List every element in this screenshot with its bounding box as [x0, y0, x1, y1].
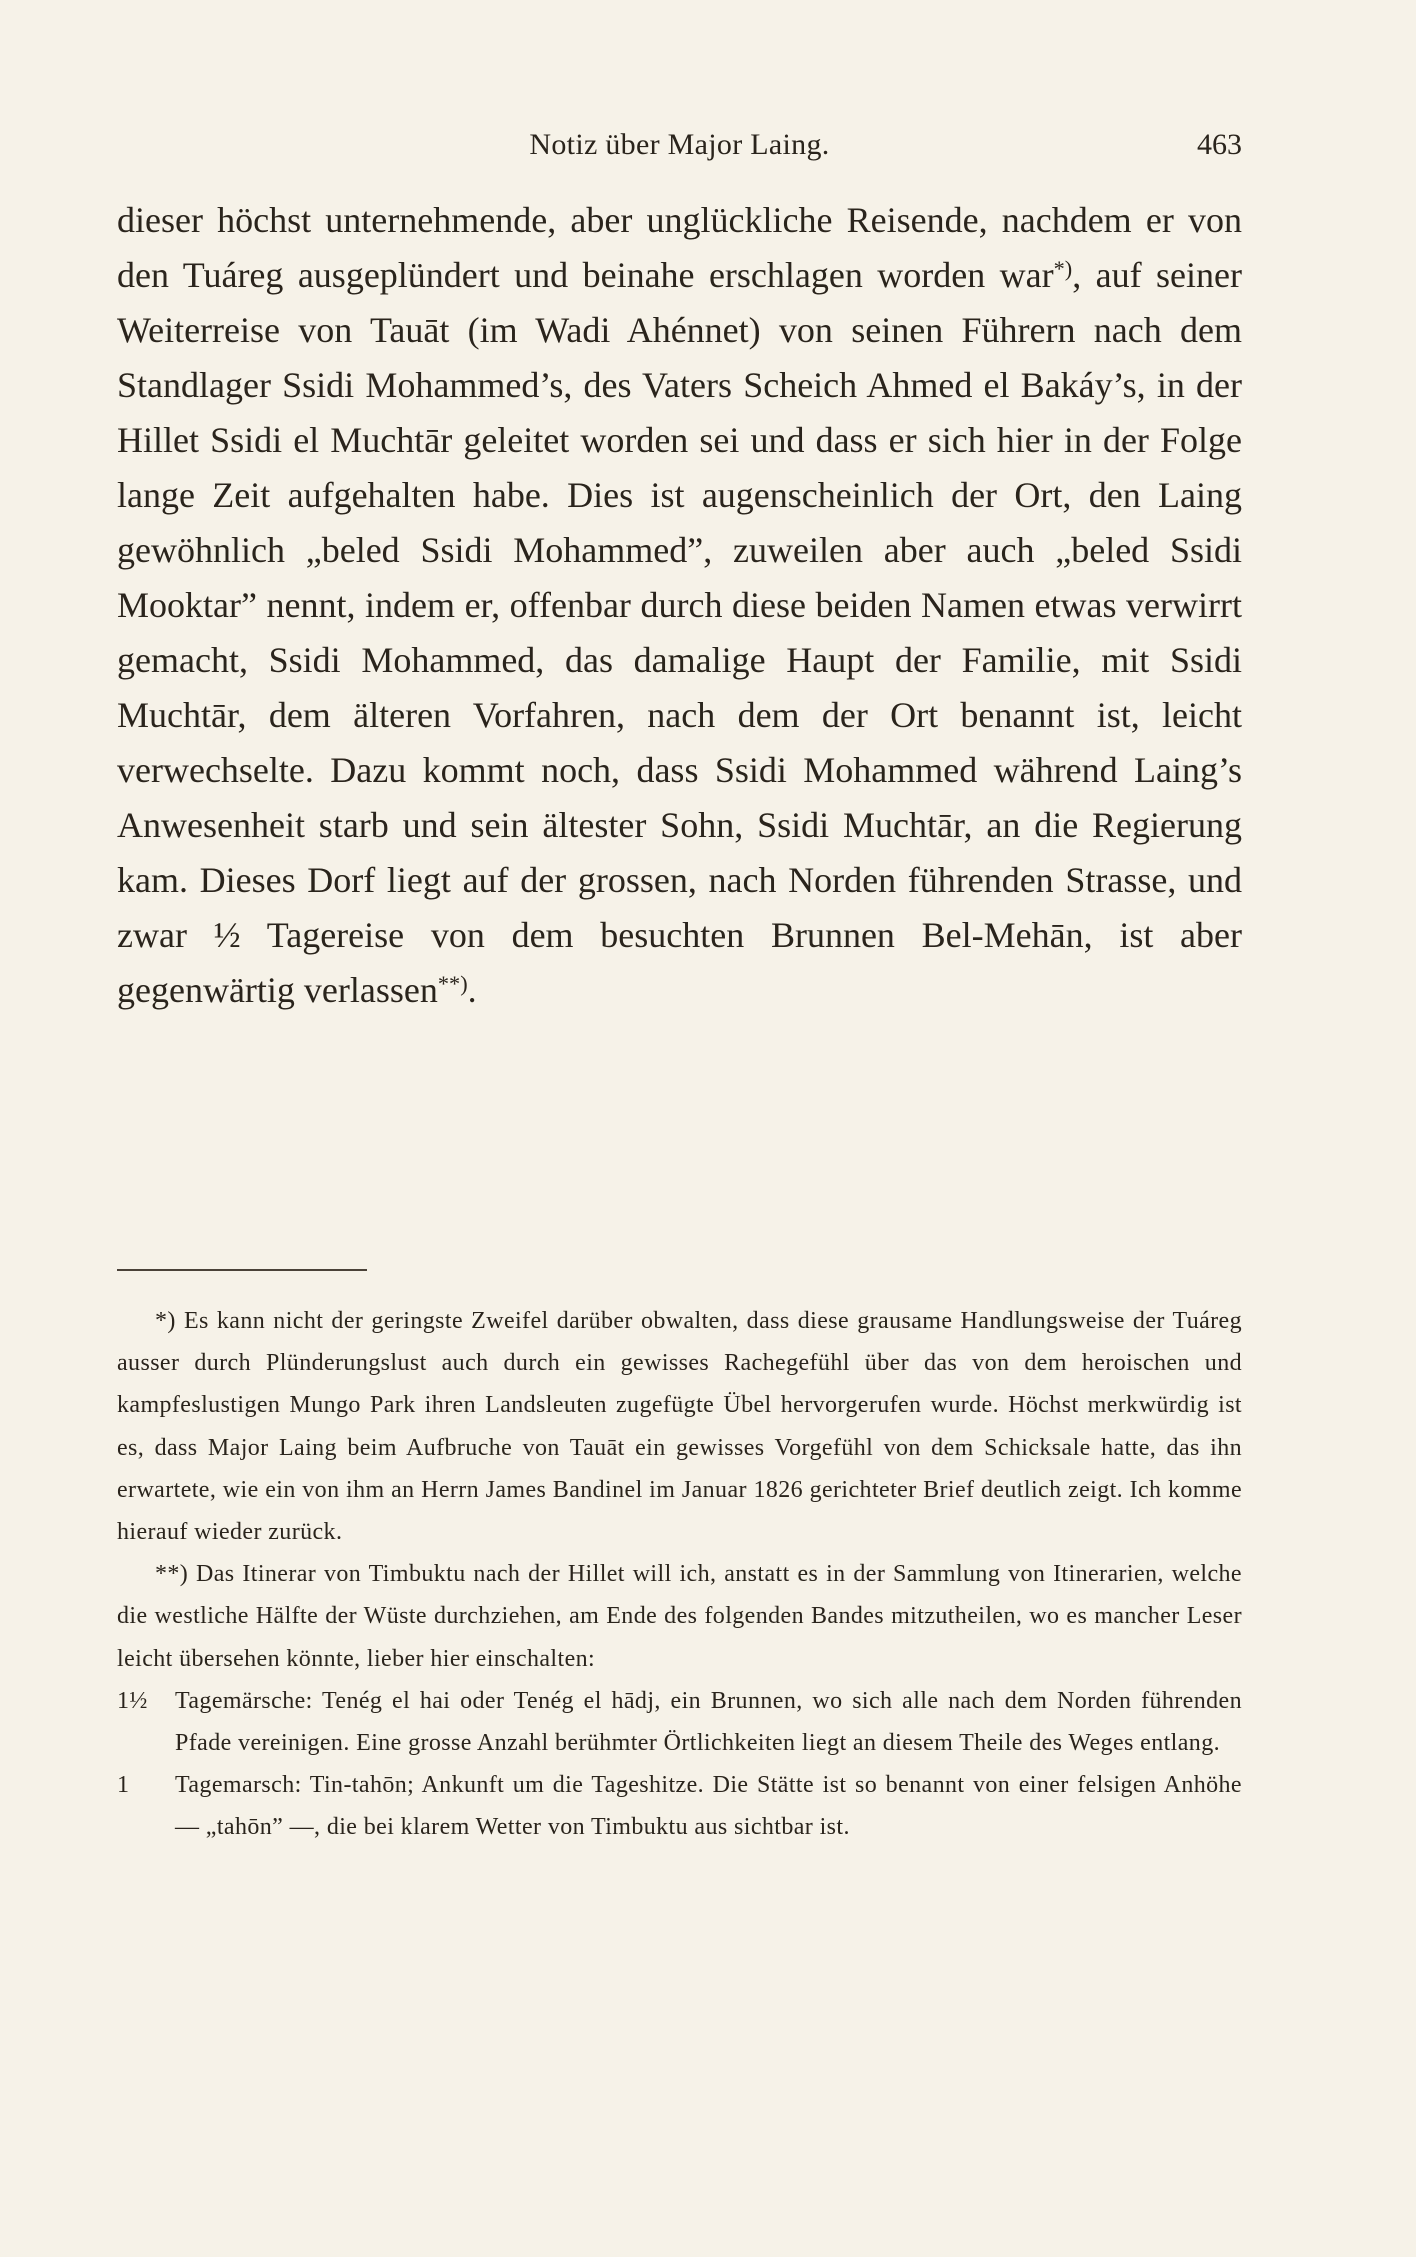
- text-segment: dieser höchst unternehmende, aber unglückliche Reisende, nachdem er von den Tuáreg ausgeplündert und beinahe erschlagen worden war: [117, 200, 1242, 295]
- footnote-text: Das Itinerar von Timbuktu nach der Hillet will ich, anstatt es in der Sammlung von Itinerarien, welche die westliche Hälfte der Wüste durchziehen, am Ende des folgenden Bandes mitzutheilen, wo es mancher Leser leicht übersehen könnte, lieber hier einschalten:: [117, 1561, 1242, 1672]
- body-paragraph: [117, 193, 1242, 1018]
- page-number: 463: [1197, 128, 1242, 161]
- running-title: Notiz über Major Laing.: [529, 128, 830, 161]
- itinerary-item: [117, 1764, 1242, 1848]
- itinerary-text: Tagemarsch: Tin-tahōn; Ankunft um die Tageshitze. Die Stätte ist so benannt von einer felsigen Anhöhe — „tahōn” —, die bei klarem Wetter von Timbuktu aus sichtbar ist.: [175, 1772, 1242, 1841]
- itinerary-text: Tagemärsche: Tenég el hai oder Tenég el hādj, ein Brunnen, wo sich alle nach dem Norden führenden Pfade vereinigen. Eine grosse Anzahl berühmter Örtlichkeiten liegt an diesem Theile des Weges entlang.: [175, 1687, 1242, 1757]
- running-header: [117, 124, 1242, 164]
- main-text: [117, 193, 1242, 1018]
- itinerary-item: [117, 1680, 1242, 1764]
- footnote-ref-2: **): [437, 970, 468, 996]
- footnote-marker: **): [155, 1561, 189, 1588]
- footnote-ref-1: *): [1053, 255, 1073, 281]
- footnote-text: Es kann nicht der geringste Zweifel darüber obwalten, dass diese grausame Handlungsweise der Tuáreg ausser durch Plünderungslust auch durch ein gewisses Rachegefühl über das von dem heroischen und kampfeslustigen Mungo Park ihren Landsleuten zugefügte Übel hervorgerufen wurde. Höchst merkwürdig ist es, dass Major Laing beim Aufbruche von Tauāt ein gewisses Vorgefühl von dem Schicksale hatte, das ihn erwartete, wie ein von ihm an Herrn James Bandinel im Januar 1826 gerichteter Brief deutlich zeigt. Ich komme hierauf wieder zurück.: [117, 1308, 1242, 1546]
- text-segment: , auf seiner Weiterreise von Tauāt (im Wadi Ahénnet) von seinen Führern nach dem Standlager Ssidi Mohammed’s, des Vaters Scheich Ahmed el Bakáy’s, in der Hillet Ssidi el Muchtār geleitet worden sei und dass er sich hier in der Folge lange Zeit aufgehalten habe. Dies ist augenscheinlich der Ort, den Laing gewöhnlich „beled Ssidi Mohammed”, zuweilen aber auch „beled Ssidi Mooktar” nennt, indem er, offenbar durch diese beiden Namen etwas verwirrt gemacht, Ssidi Mohammed, das damalige Haupt der Familie, mit Ssidi Muchtār, dem älteren Vorfahren, nach dem der Ort benannt ist, leicht verwechselte. Dazu kommt noch, dass Ssidi Mohammed während Laing’s Anwesenheit starb und sein ältester Sohn, Ssidi Muchtār, an die Regierung kam. Dieses Dorf liegt auf der grossen, nach Norden führenden Strasse, und zwar ½ Tagereise von dem besuchten Brunnen Bel-Mehān, ist aber gegenwärtig verlassen: [117, 255, 1242, 1010]
- text-segment: .: [467, 970, 477, 1010]
- footnotes: [117, 1300, 1242, 1849]
- footnote-marker: *): [155, 1308, 176, 1334]
- itinerary-duration: 1: [117, 1772, 130, 1799]
- footnote-divider: [117, 1269, 367, 1271]
- itinerary-duration: 1½: [117, 1687, 148, 1714]
- footnote-1: [117, 1300, 1242, 1553]
- footnote-2: [117, 1553, 1242, 1680]
